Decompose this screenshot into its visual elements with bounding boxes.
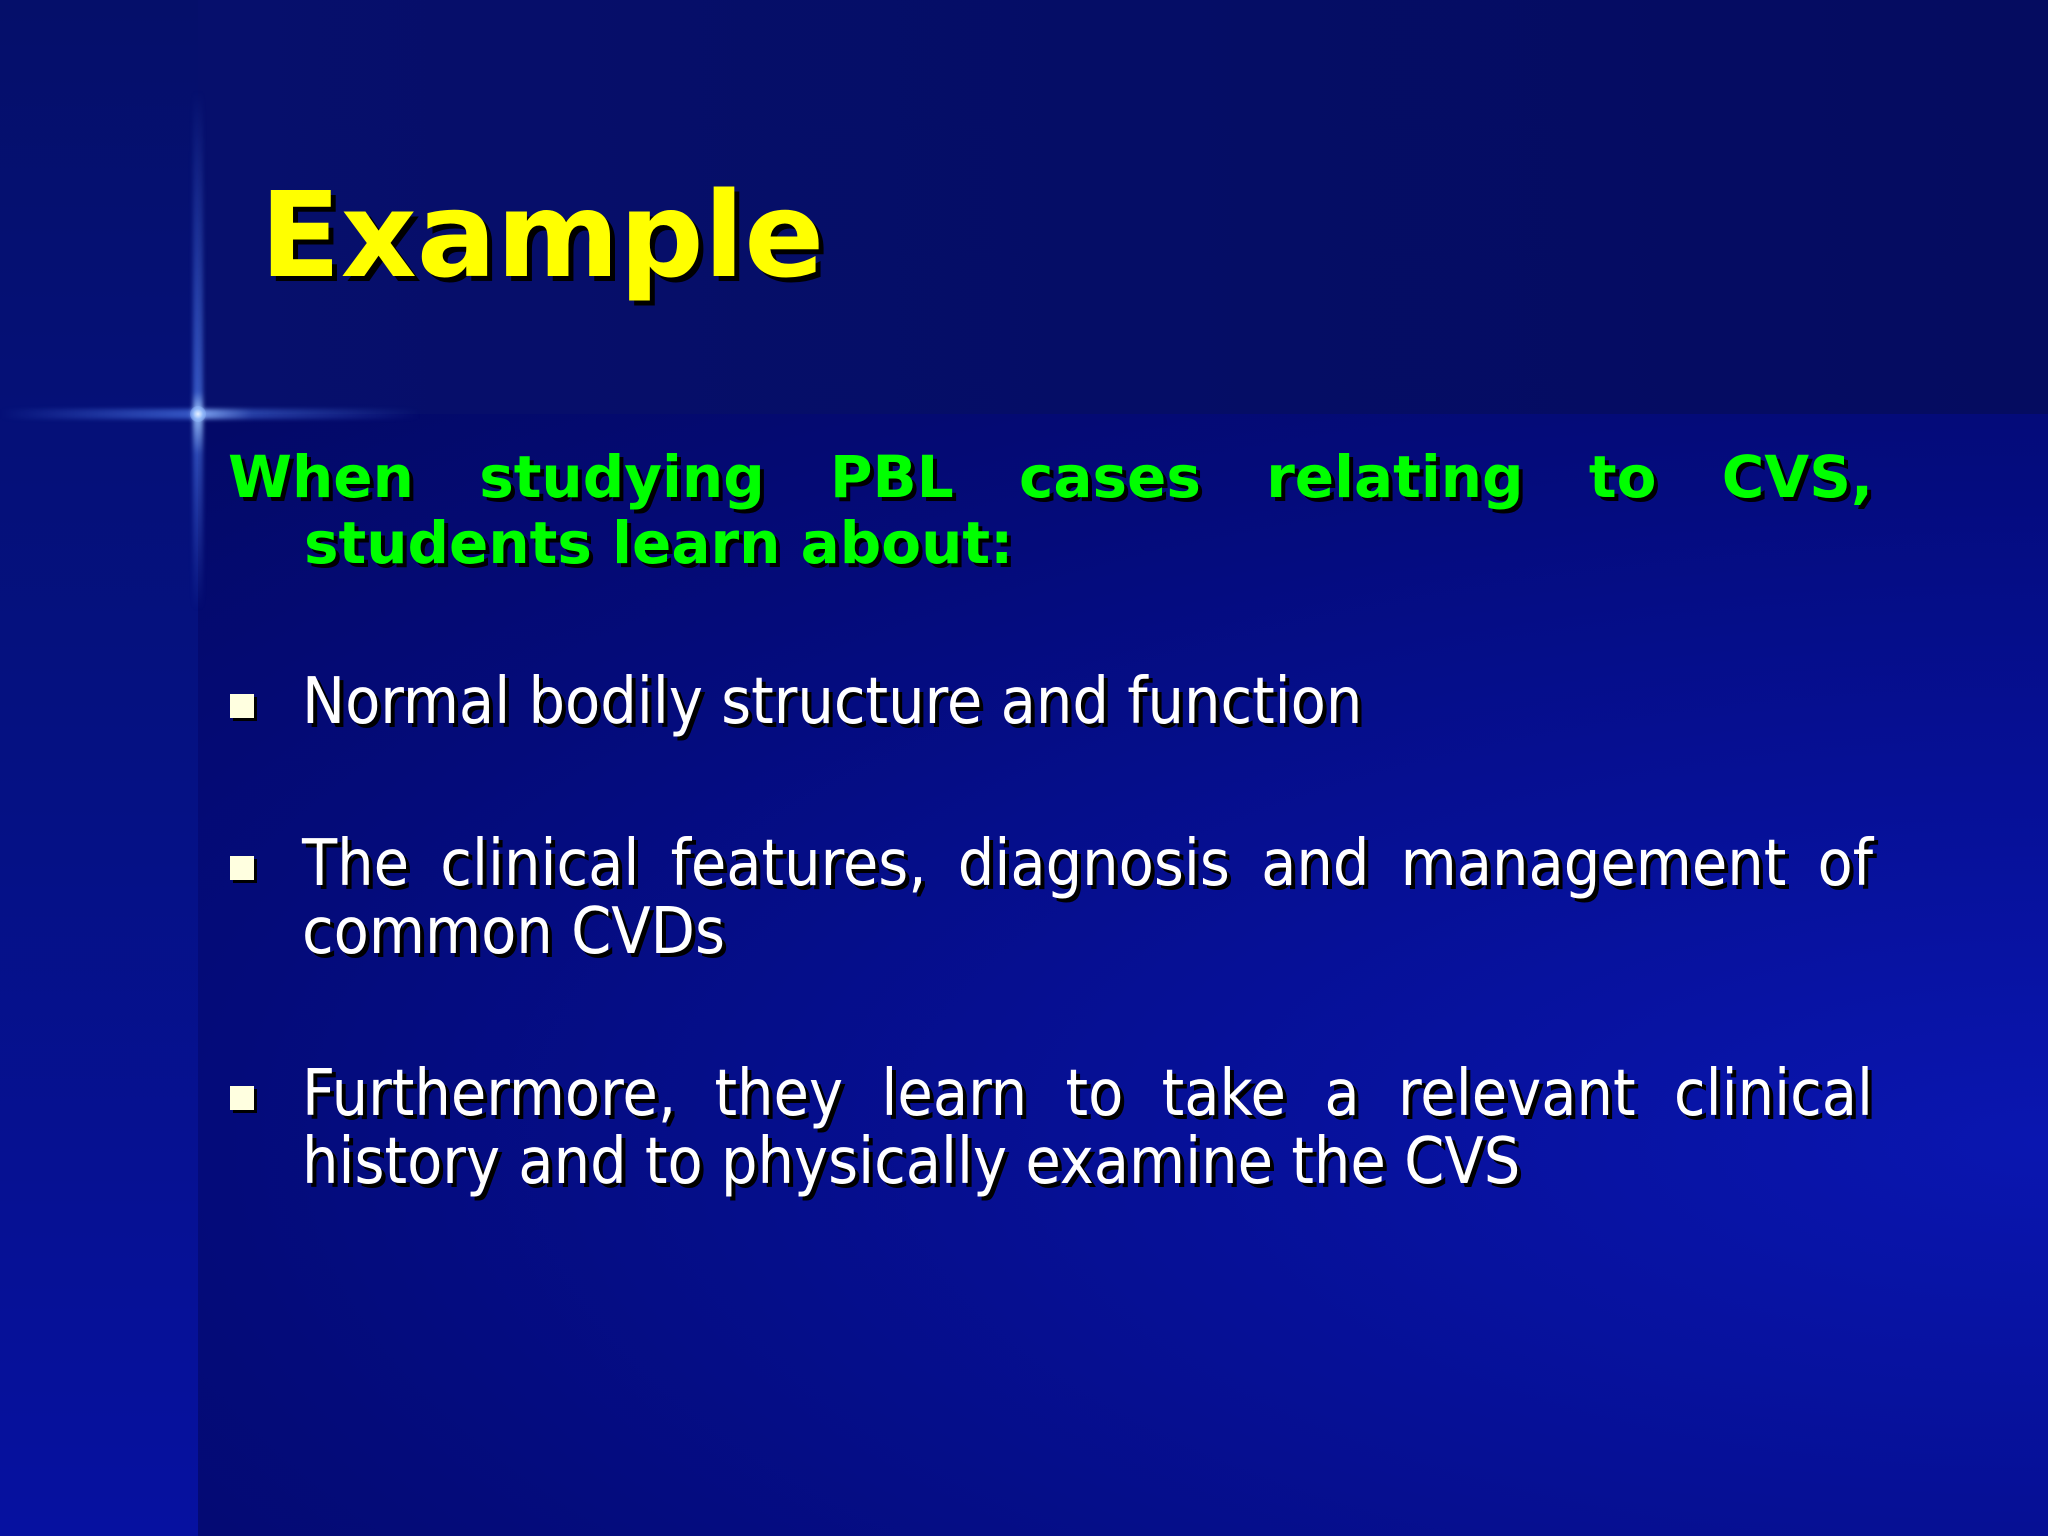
square-bullet-icon	[230, 694, 254, 718]
slide-title: Example	[260, 166, 825, 304]
bullet-text: Furthermore, they learn to take a relevant clinical history and to physically examine the CVS	[302, 1057, 1873, 1199]
bullet-list	[228, 665, 1873, 1199]
sparkle-vertical-line	[193, 90, 203, 610]
bullet-item	[228, 827, 1873, 969]
bullet-item	[228, 665, 1873, 739]
sparkle-star-icon	[190, 406, 206, 422]
square-bullet-icon	[230, 1086, 254, 1110]
bullet-text: Normal bodily structure and function	[302, 665, 1363, 739]
intro-text: When studying PBL cases relating to CVS, students learn about:	[228, 443, 1873, 577]
bullet-text: The clinical features, diagnosis and management of common CVDs	[302, 827, 1873, 969]
bullet-item	[228, 1057, 1873, 1199]
square-bullet-icon	[230, 856, 254, 880]
sparkle-horizontal-line	[0, 409, 420, 419]
background-left-panel	[0, 0, 198, 1536]
